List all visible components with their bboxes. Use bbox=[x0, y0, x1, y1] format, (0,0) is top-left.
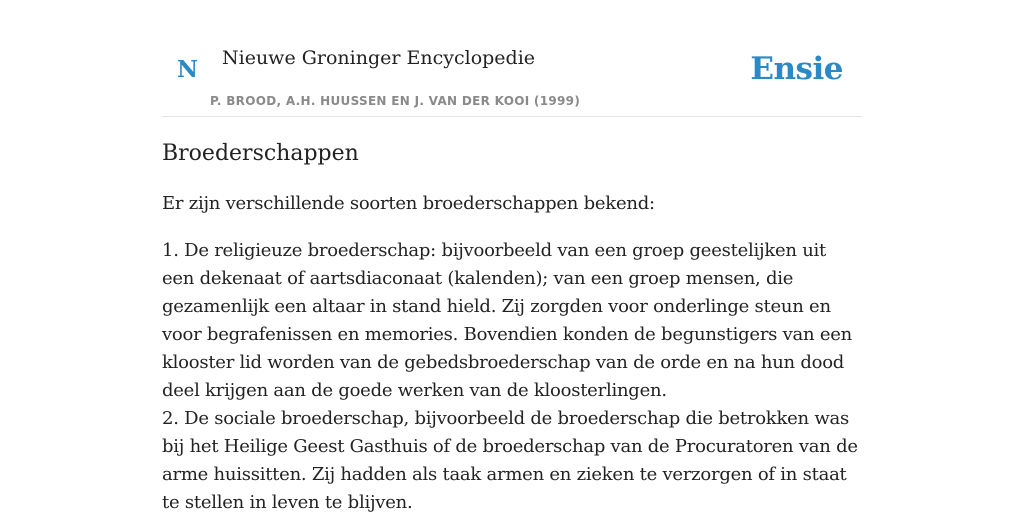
article-title: Broederschappen bbox=[162, 141, 359, 166]
book-initial: N bbox=[177, 56, 199, 83]
book-title[interactable]: Nieuwe Groninger Encyclopedie bbox=[222, 47, 536, 69]
book-authors: P. BROOD, A.H. HUUSSEN EN J. VAN DER KOOI (1999) bbox=[210, 94, 581, 108]
article-intro: Er zijn verschillende soorten broederschappen bekend: bbox=[162, 193, 655, 214]
article-paragraph-social: 2. De sociale broederschap, bijvoorbeeld de broederschap die betrokken was bij het Heilige Geest Gasthuis of de broederschap van de Procuratoren van de arme huissitten. Zij hadden als taak armen en zieken te verzorgen of in staat te stellen in leven te blijven. bbox=[162, 408, 858, 512]
article-paragraph-religious: 1. De religieuze broederschap: bijvoorbeeld van een groep geestelijken uit een dekenaat of aartsdiaconaat (kalenden); van een groep mensen, die gezamenlijk een altaar in stand hield. Zij zorgden voor onderlinge steun en voor begrafenissen en memories. Bovendien konden de begunstigers van een klooster lid worden van de gebedsbroederschap van de orde en na hun dood deel krijgen aan de goede werken van de kloosterlingen. bbox=[162, 240, 853, 401]
ensie-logo[interactable]: Ensie bbox=[750, 51, 843, 87]
article-body bbox=[162, 237, 862, 512]
article bbox=[162, 138, 862, 512]
site-header bbox=[162, 0, 862, 117]
